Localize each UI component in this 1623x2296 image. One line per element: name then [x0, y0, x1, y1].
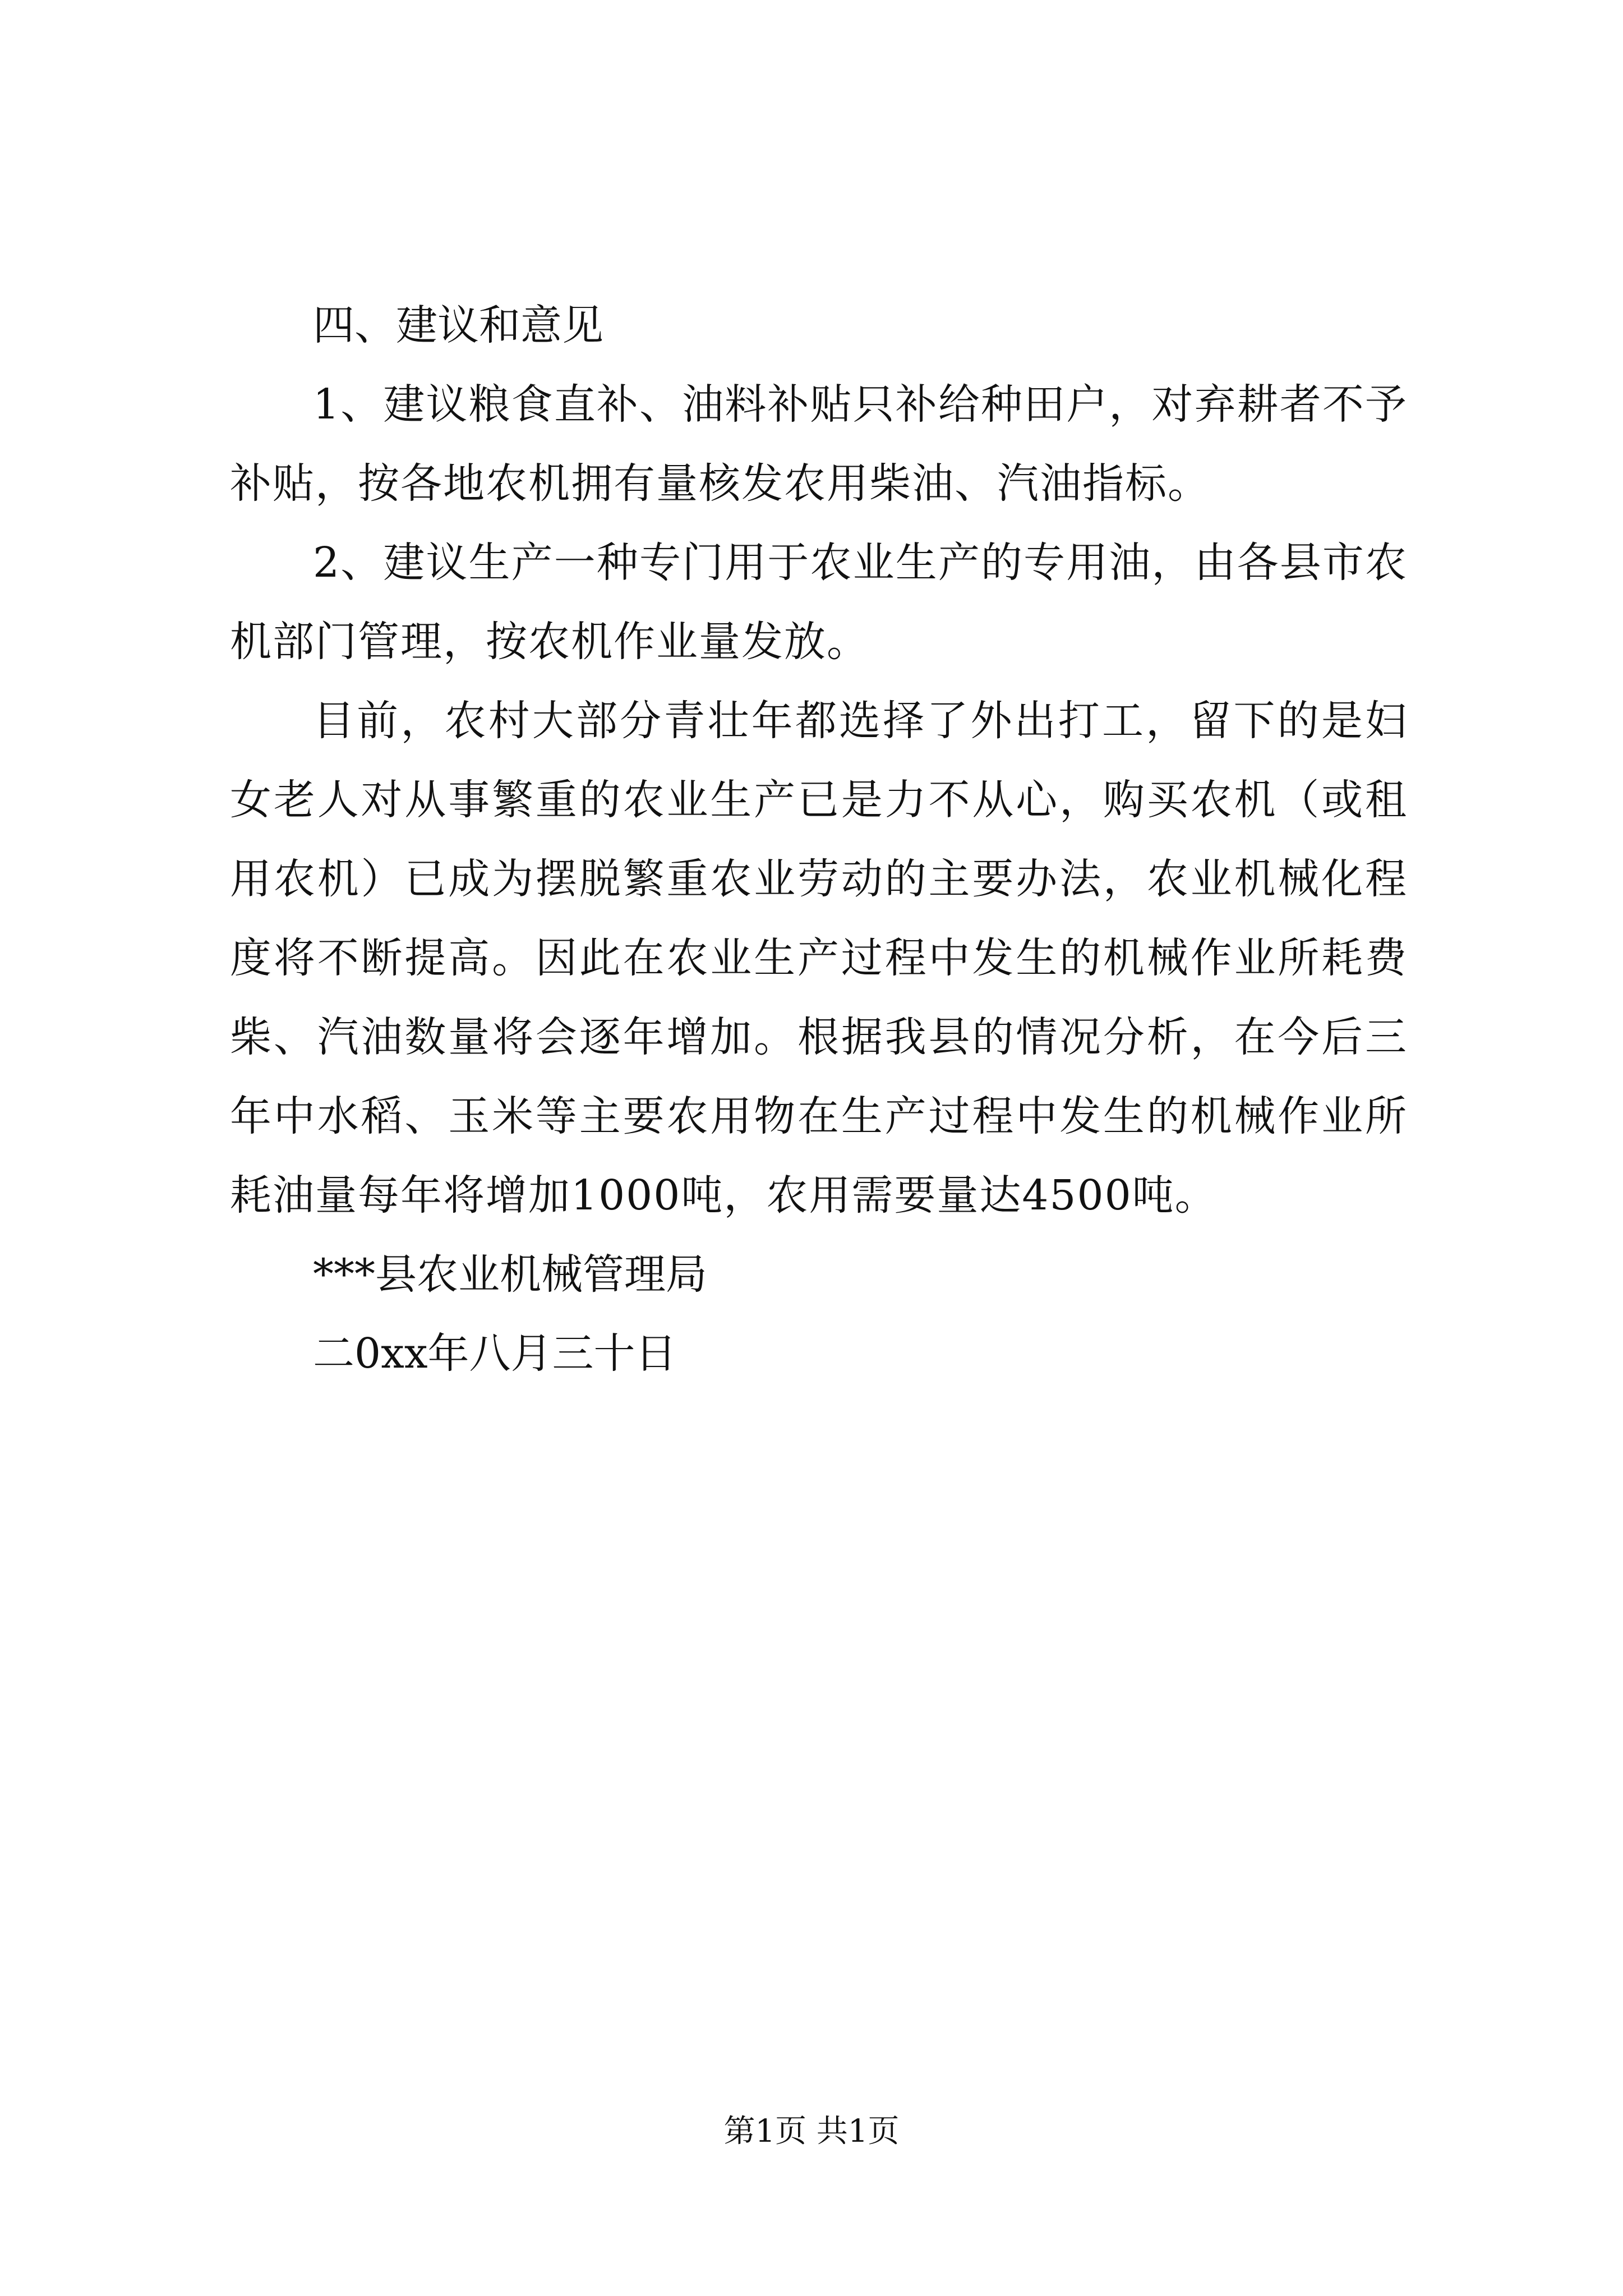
paragraph-suggestion-1: 1、建议粮食直补、油料补贴只补给种田户，对弃耕者不予补贴，按各地农机拥有量核发农用柴油、汽油指标。 [230, 380, 1408, 508]
signature-organization: ***县农业机械管理局 [313, 1250, 707, 1299]
paragraph-current-situation: 目前，农村大部分青壮年都选择了外出打工，留下的是妇女老人对从事繁重的农业生产已是力不从心，购买农机（或租用农机）已成为摆脱繁重农业劳动的主要办法，农业机械化程度将不断提高。因此在农业生产过程中发生的机械作业所耗费柴、汽油数量将会逐年增加。根据我县的情况分析，在今后三年中水稻、玉米等主要农用物在生产过程中发生的机械作业所耗油量每年将增加1000吨，农用需要量达4500吨。 [230, 697, 1408, 1220]
document-body [230, 286, 1408, 1393]
section-heading: 四、建议和意见 [313, 301, 603, 349]
signature-date: 二0xx年八月三十日 [313, 1329, 677, 1378]
paragraph-suggestion-2: 2、建议生产一种专门用于农业生产的专用油，由各县市农机部门管理，按农机作业量发放。 [230, 539, 1408, 666]
page-footer: 第1页 共1页 [723, 2113, 900, 2150]
